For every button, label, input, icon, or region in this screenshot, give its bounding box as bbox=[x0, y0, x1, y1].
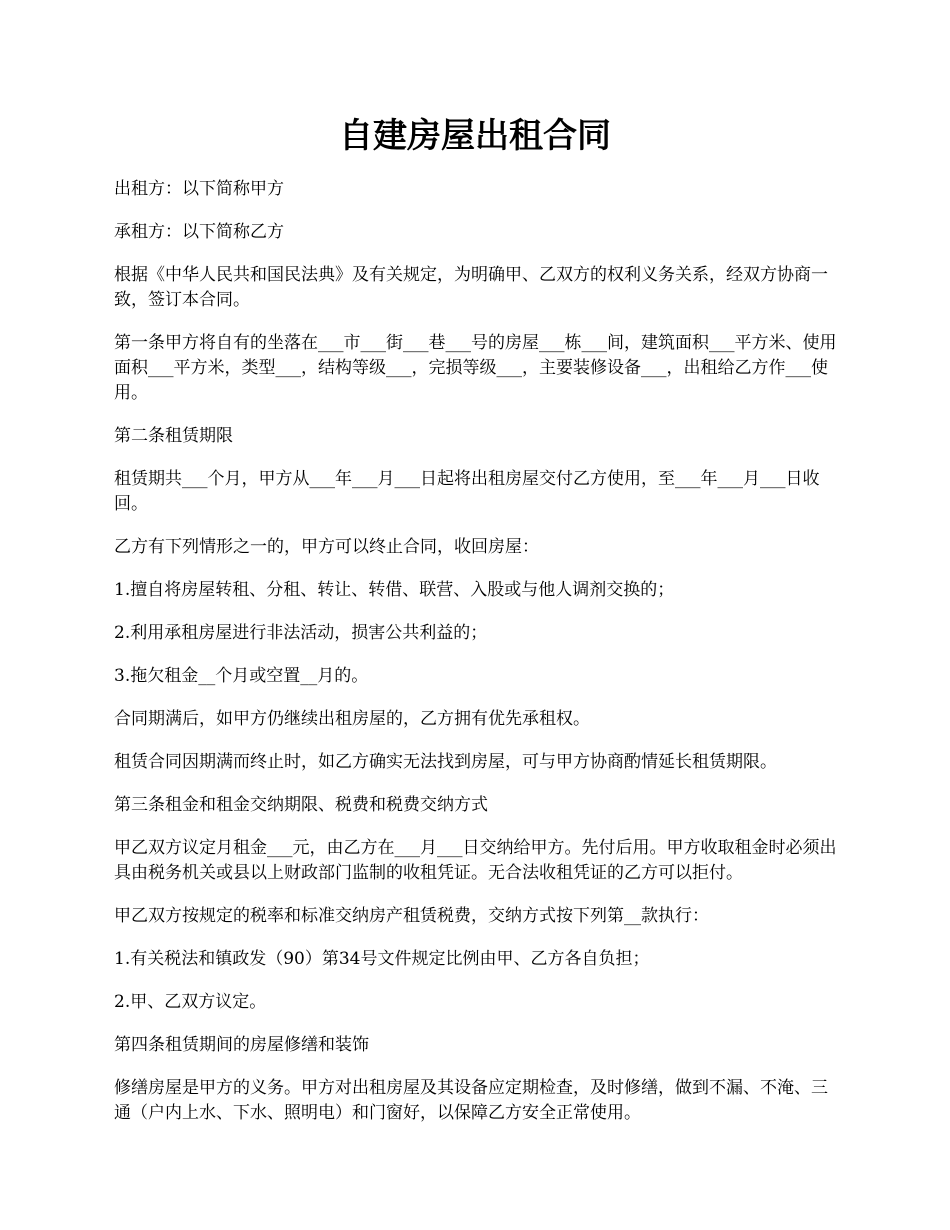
paragraph-condition-1: 1.擅自将房屋转租、分租、转让、转借、联营、入股或与他人调剂交换的； bbox=[114, 580, 675, 600]
paragraph-lessor: 出租方：以下简称甲方 bbox=[114, 179, 284, 199]
paragraph-lessee: 承租方：以下简称乙方 bbox=[114, 222, 284, 242]
paragraph-priority-right: 合同期满后，如甲方仍继续出租房屋的，乙方拥有优先承租权。 bbox=[114, 709, 590, 729]
paragraph-tax-option-2: 2.甲、乙双方议定。 bbox=[114, 992, 267, 1012]
paragraph-preamble: 根据《中华人民共和国民法典》及有关规定，为明确甲、乙双方的权利义务关系，经双方协商一致，签订本合同。 bbox=[114, 265, 828, 310]
paragraph-lease-term: 租赁期共___个月，甲方从___年___月___日起将出租房屋交付乙方使用，至___年___月___日收回。 bbox=[114, 469, 820, 514]
paragraph-rent-payment: 甲乙双方议定月租金___元，由乙方在___月___日交纳给甲方。先付后用。甲方收取租金时必须出具由税务机关或县以上财政部门监制的收租凭证。无合法收租凭证的乙方可以拒付。 bbox=[114, 838, 837, 883]
document-title: 自建房屋出租合同 bbox=[339, 116, 611, 156]
paragraph-article-2-heading: 第二条租赁期限 bbox=[114, 426, 233, 446]
document-body bbox=[114, 177, 842, 1144]
paragraph-article-4-heading: 第四条租赁期间的房屋修缮和装饰 bbox=[114, 1035, 369, 1055]
paragraph-extension: 租赁合同因期满而终止时，如乙方确实无法找到房屋，可与甲方协商酌情延长租赁期限。 bbox=[114, 752, 777, 772]
paragraph-tax-payment: 甲乙双方按规定的税率和标准交纳房产租赁税费，交纳方式按下列第__款执行： bbox=[114, 906, 709, 926]
paragraph-condition-3: 3.拖欠租金__个月或空置__月的。 bbox=[114, 666, 369, 686]
paragraph-article-1: 第一条甲方将自有的坐落在___市___街___巷___号的房屋___栋___间，建筑面积___平方米、使用面积___平方米，类型___，结构等级___，完损等级___，主要装修设备___，出租给乙方作___使用。 bbox=[114, 333, 837, 403]
paragraph-article-3-heading: 第三条租金和租金交纳期限、税费和税费交纳方式 bbox=[114, 795, 488, 815]
paragraph-repair-obligation: 修缮房屋是甲方的义务。甲方对出租房屋及其设备应定期检查，及时修缮，做到不漏、不淹、三通（户内上水、下水、照明电）和门窗好，以保障乙方安全正常使用。 bbox=[114, 1078, 828, 1123]
paragraph-condition-2: 2.利用承租房屋进行非法活动，损害公共利益的； bbox=[114, 623, 488, 643]
paragraph-tax-option-1: 1.有关税法和镇政发（90）第34号文件规定比例由甲、乙方各自负担； bbox=[114, 949, 650, 969]
paragraph-termination-conditions: 乙方有下列情形之一的，甲方可以终止合同，收回房屋： bbox=[114, 537, 539, 557]
